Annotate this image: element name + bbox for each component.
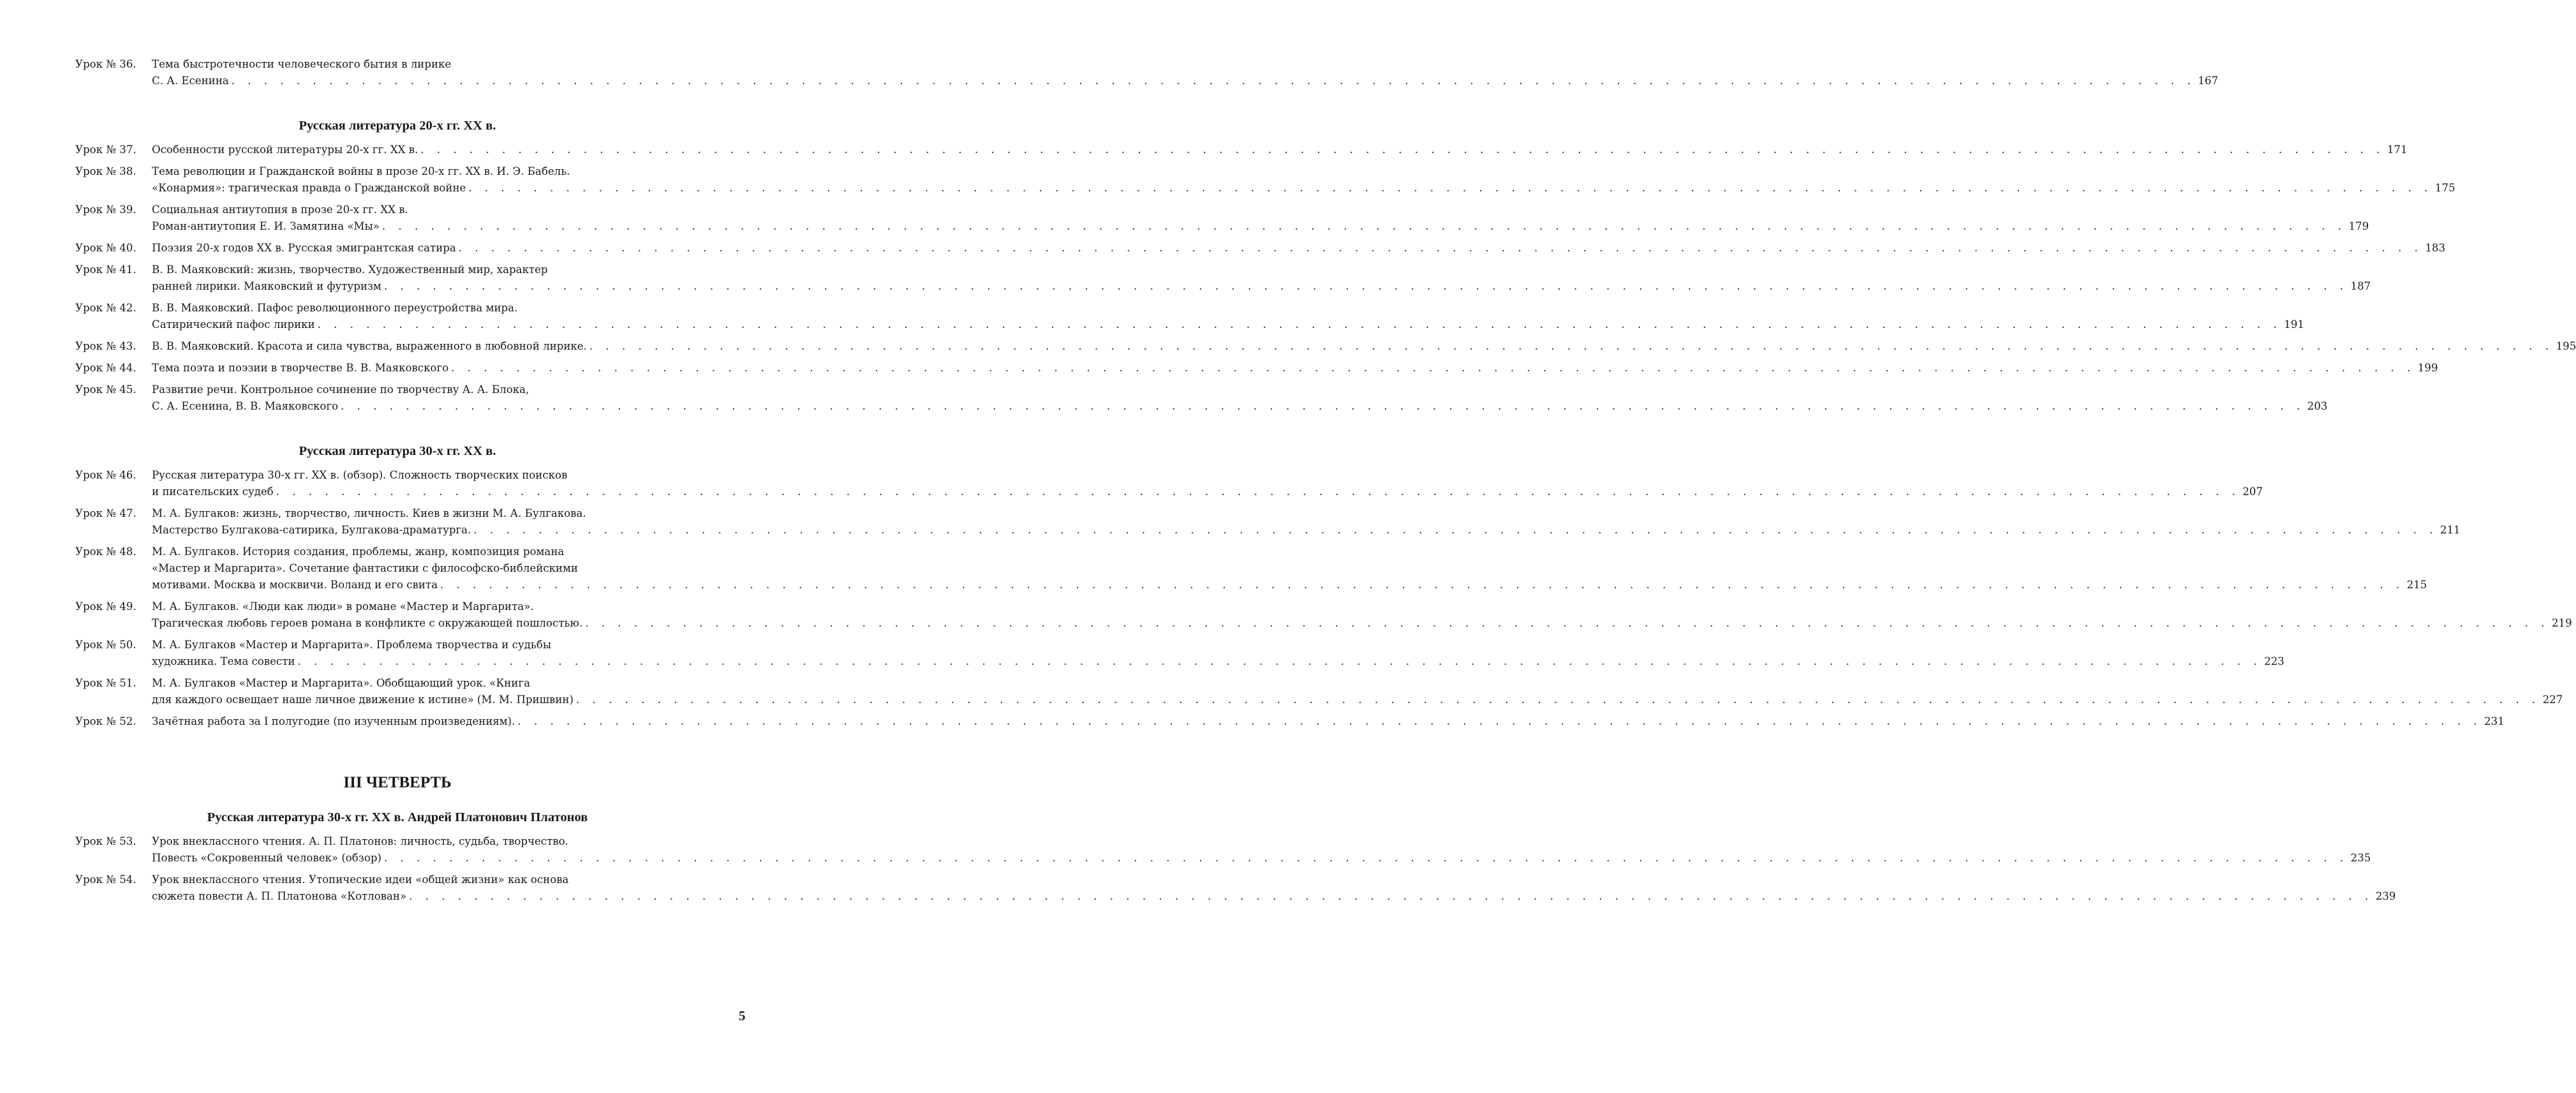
lesson-title-last-line <box>152 888 2396 905</box>
lesson-title-last-line <box>152 338 2576 355</box>
lesson-label: Урок № 53. <box>75 835 137 847</box>
lesson-title-last-line <box>152 73 2219 89</box>
lesson-label: Урок № 43. <box>75 340 137 352</box>
lesson-title-line: Сатирический пафос лирики <box>152 318 315 331</box>
lesson-label: Урок № 39. <box>75 204 137 216</box>
lesson-title-line: мотивами. Москва и москвичи. Воланд и его свита <box>152 579 438 591</box>
lesson-title-line: Развитие речи. Контрольное сочинение по творчеству А. А. Блока, <box>152 383 529 396</box>
table-of-contents <box>75 56 2576 905</box>
dot-leader <box>585 615 2549 632</box>
toc-entry <box>75 467 2263 500</box>
page-ref: 207 <box>2242 486 2263 498</box>
lesson-title <box>152 202 2369 235</box>
lesson-title <box>152 338 2576 355</box>
quarter-heading: III ЧЕТВЕРТЬ <box>343 774 452 791</box>
lesson-title <box>152 240 2446 257</box>
lesson-title-line: М. А. Булгаков. «Люди как люди» в романе «Мастер и Маргарита». <box>152 600 534 613</box>
page-ref: 211 <box>2440 524 2461 536</box>
lesson-title-line: Тема быстротечности человеческого бытия в лирике <box>152 58 452 70</box>
page-ref: 167 <box>2198 75 2219 87</box>
lesson-title-line: М. А. Булгаков «Мастер и Маргарита». Обобщающий урок. «Книга <box>152 677 530 689</box>
dot-leader <box>440 577 2404 593</box>
lesson-title-last-line <box>152 218 2369 235</box>
section-heading: Русская литература 20-х гг. XX в. <box>299 119 496 133</box>
lesson-title-line: сюжета повести А. П. Платонова «Котлован» <box>152 890 407 902</box>
dot-leader <box>473 522 2438 539</box>
toc-entry <box>75 300 2304 333</box>
lesson-title <box>152 637 2284 670</box>
page-ref: 199 <box>2417 362 2438 374</box>
lesson-title-last-line <box>152 615 2572 632</box>
page-number: 5 <box>739 1008 746 1023</box>
lesson-label: Урок № 42. <box>75 302 137 314</box>
page-ref: 239 <box>2375 890 2396 902</box>
lesson-title-line: Социальная антиутопия в прозе 20-х гг. XX в. <box>152 204 408 216</box>
toc-entry <box>75 262 2371 295</box>
lesson-title <box>152 505 2461 539</box>
lesson-label: Урок № 40. <box>75 242 137 254</box>
page-ref: 203 <box>2307 400 2328 412</box>
lesson-title-last-line <box>152 278 2371 295</box>
page-ref: 219 <box>2551 617 2572 629</box>
lesson-title-last-line <box>152 653 2284 670</box>
lesson-title-line: С. А. Есенина <box>152 75 229 87</box>
lesson-title-line: С. А. Есенина, В. В. Маяковского <box>152 400 339 412</box>
dot-leader <box>384 850 2348 866</box>
lesson-title-last-line <box>152 360 2438 376</box>
lesson-label: Урок № 46. <box>75 469 137 481</box>
dot-leader <box>297 653 2261 670</box>
lesson-title <box>152 467 2263 500</box>
lesson-title-last-line <box>152 484 2263 500</box>
lesson-title-line: Мастерство Булгакова-сатирика, Булгакова-драматурга. <box>152 524 471 536</box>
page-ref: 179 <box>2348 220 2369 232</box>
toc-entry <box>75 382 2328 415</box>
toc-entry <box>75 338 2576 355</box>
dot-leader <box>341 398 2305 415</box>
dot-leader <box>276 484 2240 500</box>
lesson-title <box>152 872 2396 905</box>
toc-entry <box>75 872 2396 905</box>
lesson-title-line: Повесть «Сокровенный человек» (обзор) <box>152 852 381 864</box>
lesson-title <box>152 300 2304 333</box>
lesson-label: Урок № 38. <box>75 165 137 177</box>
lesson-title <box>152 599 2572 632</box>
toc-entry <box>75 544 2427 593</box>
lesson-title-line: и писательских судеб <box>152 486 274 498</box>
lesson-title <box>152 262 2371 295</box>
lesson-title-line: Особенности русской литературы 20-х гг. XX в. <box>152 144 418 156</box>
lesson-title-last-line <box>152 850 2371 866</box>
toc-entry <box>75 833 2371 866</box>
dot-leader <box>382 218 2346 235</box>
page-ref: 235 <box>2350 852 2371 864</box>
lesson-title <box>152 544 2427 593</box>
lesson-title-last-line <box>152 142 2408 158</box>
dot-leader <box>517 713 2482 730</box>
toc-entry <box>75 637 2284 670</box>
lesson-title-line: Урок внеклассного чтения. Утопические идеи «общей жизни» как основа <box>152 874 569 886</box>
section-heading: Русская литература 30-х гг. XX в. <box>299 444 496 458</box>
lesson-label: Урок № 49. <box>75 600 137 613</box>
toc-entry <box>75 675 2563 708</box>
lesson-title <box>152 675 2563 708</box>
lesson-title <box>152 833 2371 866</box>
page-ref: 215 <box>2406 579 2427 591</box>
dot-leader <box>451 360 2415 376</box>
page-ref: 191 <box>2284 318 2304 331</box>
toc-entry <box>75 142 2408 158</box>
lesson-title-line: «Мастер и Маргарита». Сочетание фантастики с философско-библейскими <box>152 562 578 574</box>
lesson-title-last-line <box>152 713 2505 730</box>
lesson-title <box>152 382 2328 415</box>
lesson-label: Урок № 41. <box>75 264 137 276</box>
lesson-label: Урок № 47. <box>75 507 137 519</box>
lesson-title-line: Тема революции и Гражданской войны в прозе 20-х гг. XX в. И. Э. Бабель. <box>152 165 570 177</box>
lesson-title-last-line <box>152 577 2427 593</box>
dot-leader <box>384 278 2348 295</box>
toc-entry <box>75 505 2461 539</box>
lesson-title-last-line <box>152 522 2461 539</box>
page-ref: 223 <box>2264 655 2284 667</box>
lesson-title-line: Тема поэта и поэзии в творчестве В. В. Маяковского <box>152 362 449 374</box>
toc-entry <box>75 599 2572 632</box>
toc-entry <box>75 713 2505 730</box>
lesson-label: Урок № 51. <box>75 677 137 689</box>
lesson-title <box>152 56 2219 89</box>
lesson-title-line: М. А. Булгаков: жизнь, творчество, личность. Киев в жизни М. А. Булгакова. <box>152 507 586 519</box>
toc-entry <box>75 202 2369 235</box>
lesson-title-last-line <box>152 180 2455 197</box>
page-ref: 183 <box>2425 242 2446 254</box>
lesson-title-line: Русская литература 30-х гг. XX в. (обзор). Сложность творческих поисков <box>152 469 568 481</box>
dot-leader <box>459 240 2423 257</box>
lesson-label: Урок № 52. <box>75 715 137 727</box>
lesson-title-last-line <box>152 692 2563 708</box>
dot-leader <box>318 316 2282 333</box>
dot-leader <box>468 180 2432 197</box>
lesson-title-line: М. А. Булгаков «Мастер и Маргарита». Проблема творчества и судьбы <box>152 639 552 651</box>
lesson-title-line: «Конармия»: трагическая правда о Гражданской войне <box>152 182 466 194</box>
lesson-title-line: Зачётная работа за I полугодие (по изученным произведениям). <box>152 715 515 727</box>
lesson-title-line: Урок внеклассного чтения. А. П. Платонов: личность, судьба, творчество. <box>152 835 568 847</box>
toc-entry <box>75 56 2219 89</box>
lesson-title-line: В. В. Маяковский. Пафос революционного переустройства мира. <box>152 302 518 314</box>
lesson-title <box>152 713 2505 730</box>
lesson-title-line: М. А. Булгаков. История создания, проблемы, жанр, композиция романа <box>152 546 565 558</box>
lesson-title-line: Роман-антиутопия Е. И. Замятина «Мы» <box>152 220 380 232</box>
lesson-title-last-line <box>152 398 2328 415</box>
lesson-title-line: Поэзия 20-х годов XX в. Русская эмигрантская сатира <box>152 242 456 254</box>
lesson-label: Урок № 36. <box>75 58 137 70</box>
toc-entry <box>75 163 2455 197</box>
lesson-title-last-line <box>152 240 2446 257</box>
dot-leader <box>589 338 2554 355</box>
dot-leader <box>576 692 2540 708</box>
lesson-label: Урок № 45. <box>75 383 137 396</box>
dot-leader <box>409 888 2373 905</box>
page-ref: 171 <box>2387 144 2408 156</box>
lesson-title-last-line <box>152 316 2304 333</box>
dot-leader <box>420 142 2385 158</box>
lesson-title <box>152 163 2455 197</box>
lesson-label: Урок № 44. <box>75 362 137 374</box>
lesson-label: Урок № 48. <box>75 546 137 558</box>
lesson-title-line: В. В. Маяковский. Красота и сила чувства, выраженного в любовной лирике. <box>152 340 587 352</box>
lesson-label: Урок № 54. <box>75 874 137 886</box>
section-heading: Русская литература 30-х гг. XX в. Андрей Платонович Платонов <box>207 810 588 824</box>
lesson-title-line: В. В. Маяковский: жизнь, творчество. Художественный мир, характер <box>152 264 548 276</box>
page-ref: 187 <box>2350 280 2371 292</box>
lesson-label: Урок № 50. <box>75 639 137 651</box>
lesson-title <box>152 142 2408 158</box>
lesson-title-line: ранней лирики. Маяковский и футуризм <box>152 280 381 292</box>
lesson-title-line: художника. Тема совести <box>152 655 295 667</box>
lesson-title <box>152 360 2438 376</box>
toc-entry <box>75 360 2438 376</box>
page-ref: 227 <box>2542 694 2563 706</box>
page-ref: 175 <box>2435 182 2455 194</box>
page-ref: 195 <box>2556 340 2576 352</box>
lesson-title-line: Трагическая любовь героев романа в конфликте с окружающей пошлостью. <box>152 617 583 629</box>
lesson-label: Урок № 37. <box>75 144 137 156</box>
toc-entry <box>75 240 2446 257</box>
lesson-title-line: для каждого освещает наше личное движение к истине» (М. М. Пришвин) <box>152 694 574 706</box>
dot-leader <box>232 73 2196 89</box>
page-ref: 231 <box>2484 715 2505 727</box>
